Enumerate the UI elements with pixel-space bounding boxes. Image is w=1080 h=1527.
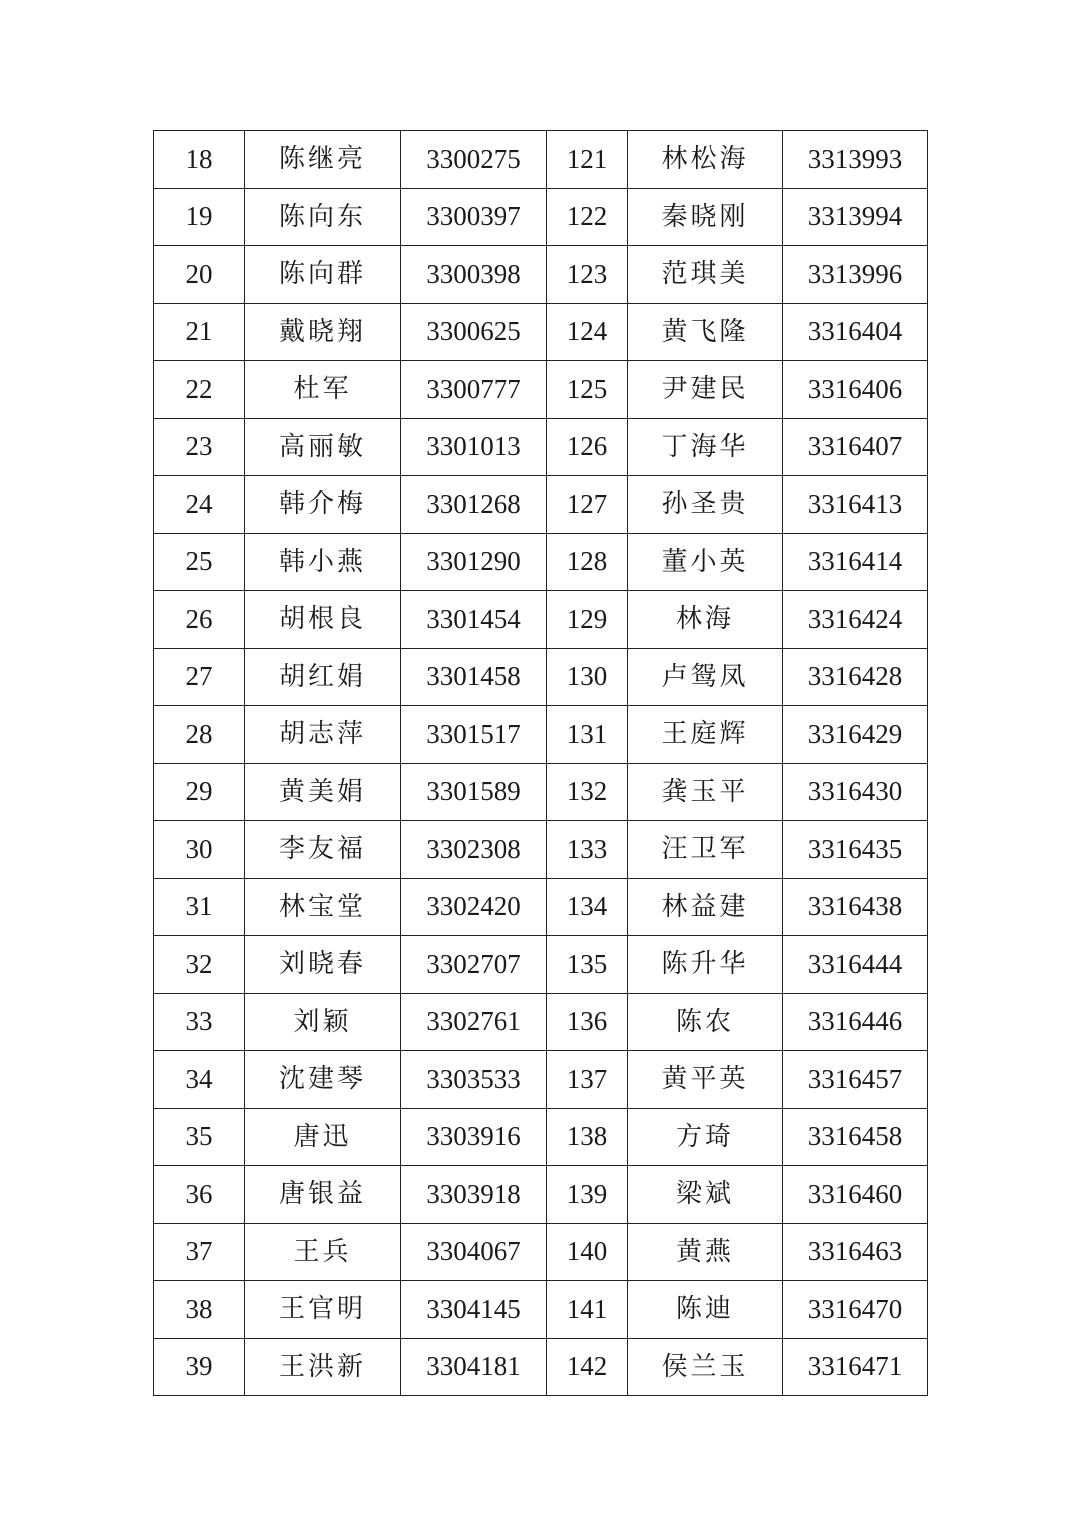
name-right: 方琦 — [628, 1108, 783, 1166]
member-id-right: 3313993 — [783, 131, 928, 189]
serial-number-right: 133 — [547, 821, 628, 879]
name-right: 陈农 — [628, 993, 783, 1051]
name-left: 沈建琴 — [245, 1051, 401, 1109]
table-row — [154, 1281, 928, 1339]
name-left: 韩小燕 — [245, 533, 401, 591]
name-left: 李友福 — [245, 821, 401, 879]
member-id-right: 3316471 — [783, 1338, 928, 1396]
serial-number-right: 122 — [547, 188, 628, 246]
name-left: 韩介梅 — [245, 476, 401, 534]
name-left: 戴晓翔 — [245, 303, 401, 361]
serial-number-left: 33 — [154, 993, 245, 1051]
serial-number-right: 142 — [547, 1338, 628, 1396]
serial-number-right: 138 — [547, 1108, 628, 1166]
member-id-right: 3316444 — [783, 936, 928, 994]
table-row — [154, 533, 928, 591]
member-id-left: 3301458 — [401, 648, 547, 706]
name-right: 林益建 — [628, 878, 783, 936]
table-row — [154, 706, 928, 764]
member-id-right: 3316435 — [783, 821, 928, 879]
name-left: 胡志萍 — [245, 706, 401, 764]
member-id-left: 3304181 — [401, 1338, 547, 1396]
name-left: 胡根良 — [245, 591, 401, 649]
member-id-left: 3300398 — [401, 246, 547, 304]
table-row — [154, 131, 928, 189]
member-id-right: 3316404 — [783, 303, 928, 361]
name-right: 黄平英 — [628, 1051, 783, 1109]
name-right: 秦晓刚 — [628, 188, 783, 246]
member-id-right: 3316460 — [783, 1166, 928, 1224]
serial-number-right: 121 — [547, 131, 628, 189]
name-right: 龚玉平 — [628, 763, 783, 821]
serial-number-left: 32 — [154, 936, 245, 994]
serial-number-left: 27 — [154, 648, 245, 706]
name-left: 刘颖 — [245, 993, 401, 1051]
serial-number-left: 31 — [154, 878, 245, 936]
member-id-left: 3301589 — [401, 763, 547, 821]
serial-number-left: 20 — [154, 246, 245, 304]
serial-number-right: 123 — [547, 246, 628, 304]
serial-number-left: 26 — [154, 591, 245, 649]
serial-number-left: 34 — [154, 1051, 245, 1109]
serial-number-right: 134 — [547, 878, 628, 936]
name-left: 胡红娟 — [245, 648, 401, 706]
table-row — [154, 763, 928, 821]
member-id-left: 3301268 — [401, 476, 547, 534]
table-row — [154, 993, 928, 1051]
name-left: 王兵 — [245, 1223, 401, 1281]
member-id-left: 3300777 — [401, 361, 547, 419]
member-id-left: 3300625 — [401, 303, 547, 361]
serial-number-right: 132 — [547, 763, 628, 821]
serial-number-left: 21 — [154, 303, 245, 361]
member-id-right: 3316446 — [783, 993, 928, 1051]
table-row — [154, 936, 928, 994]
member-id-left: 3301517 — [401, 706, 547, 764]
name-right: 董小英 — [628, 533, 783, 591]
serial-number-right: 139 — [547, 1166, 628, 1224]
name-right: 黄燕 — [628, 1223, 783, 1281]
serial-number-left: 30 — [154, 821, 245, 879]
member-id-left: 3302308 — [401, 821, 547, 879]
name-right: 林松海 — [628, 131, 783, 189]
name-right: 王庭辉 — [628, 706, 783, 764]
member-id-left: 3304145 — [401, 1281, 547, 1339]
serial-number-right: 126 — [547, 418, 628, 476]
table-row — [154, 246, 928, 304]
table-row — [154, 1338, 928, 1396]
table-row — [154, 1166, 928, 1224]
name-left: 唐迅 — [245, 1108, 401, 1166]
roster-sheet — [153, 130, 927, 1396]
member-id-right: 3316406 — [783, 361, 928, 419]
serial-number-left: 18 — [154, 131, 245, 189]
name-left: 王洪新 — [245, 1338, 401, 1396]
table-row — [154, 361, 928, 419]
table-row — [154, 648, 928, 706]
serial-number-left: 39 — [154, 1338, 245, 1396]
name-right: 丁海华 — [628, 418, 783, 476]
name-left: 林宝堂 — [245, 878, 401, 936]
serial-number-right: 128 — [547, 533, 628, 591]
member-id-right: 3316429 — [783, 706, 928, 764]
table-row — [154, 1051, 928, 1109]
table-row — [154, 591, 928, 649]
table-row — [154, 418, 928, 476]
member-id-right: 3316407 — [783, 418, 928, 476]
name-right: 黄飞隆 — [628, 303, 783, 361]
serial-number-left: 22 — [154, 361, 245, 419]
name-left: 黄美娟 — [245, 763, 401, 821]
name-right: 林海 — [628, 591, 783, 649]
name-right: 侯兰玉 — [628, 1338, 783, 1396]
serial-number-right: 125 — [547, 361, 628, 419]
name-right: 梁斌 — [628, 1166, 783, 1224]
member-id-left: 3301290 — [401, 533, 547, 591]
serial-number-left: 29 — [154, 763, 245, 821]
serial-number-right: 140 — [547, 1223, 628, 1281]
serial-number-right: 141 — [547, 1281, 628, 1339]
name-right: 范琪美 — [628, 246, 783, 304]
name-right: 卢鸳凤 — [628, 648, 783, 706]
member-id-left: 3303916 — [401, 1108, 547, 1166]
member-id-right: 3316457 — [783, 1051, 928, 1109]
serial-number-left: 28 — [154, 706, 245, 764]
member-id-right: 3316438 — [783, 878, 928, 936]
serial-number-right: 136 — [547, 993, 628, 1051]
serial-number-right: 137 — [547, 1051, 628, 1109]
member-id-right: 3316430 — [783, 763, 928, 821]
member-id-left: 3304067 — [401, 1223, 547, 1281]
table-row — [154, 878, 928, 936]
serial-number-left: 35 — [154, 1108, 245, 1166]
name-left: 唐银益 — [245, 1166, 401, 1224]
table-row — [154, 821, 928, 879]
serial-number-right: 131 — [547, 706, 628, 764]
name-right: 尹建民 — [628, 361, 783, 419]
name-left: 陈继亮 — [245, 131, 401, 189]
member-id-left: 3301454 — [401, 591, 547, 649]
serial-number-left: 25 — [154, 533, 245, 591]
name-right: 汪卫军 — [628, 821, 783, 879]
member-id-right: 3316470 — [783, 1281, 928, 1339]
serial-number-right: 130 — [547, 648, 628, 706]
serial-number-right: 135 — [547, 936, 628, 994]
name-right: 陈升华 — [628, 936, 783, 994]
serial-number-left: 38 — [154, 1281, 245, 1339]
member-id-left: 3302761 — [401, 993, 547, 1051]
table-row — [154, 476, 928, 534]
name-left: 高丽敏 — [245, 418, 401, 476]
table-row — [154, 188, 928, 246]
roster-table — [153, 130, 928, 1396]
member-id-left: 3303918 — [401, 1166, 547, 1224]
member-id-right: 3316414 — [783, 533, 928, 591]
roster-table-body — [154, 131, 928, 1396]
member-id-right: 3316428 — [783, 648, 928, 706]
table-row — [154, 1223, 928, 1281]
member-id-left: 3303533 — [401, 1051, 547, 1109]
serial-number-left: 36 — [154, 1166, 245, 1224]
serial-number-right: 127 — [547, 476, 628, 534]
member-id-left: 3301013 — [401, 418, 547, 476]
serial-number-left: 19 — [154, 188, 245, 246]
serial-number-left: 23 — [154, 418, 245, 476]
serial-number-right: 129 — [547, 591, 628, 649]
name-left: 刘晓春 — [245, 936, 401, 994]
name-left: 陈向东 — [245, 188, 401, 246]
member-id-left: 3300275 — [401, 131, 547, 189]
serial-number-left: 37 — [154, 1223, 245, 1281]
name-left: 陈向群 — [245, 246, 401, 304]
member-id-left: 3302420 — [401, 878, 547, 936]
member-id-right: 3316413 — [783, 476, 928, 534]
member-id-right: 3316424 — [783, 591, 928, 649]
name-right: 陈迪 — [628, 1281, 783, 1339]
member-id-left: 3302707 — [401, 936, 547, 994]
member-id-right: 3316463 — [783, 1223, 928, 1281]
serial-number-left: 24 — [154, 476, 245, 534]
serial-number-right: 124 — [547, 303, 628, 361]
table-row — [154, 1108, 928, 1166]
member-id-right: 3316458 — [783, 1108, 928, 1166]
name-left: 王官明 — [245, 1281, 401, 1339]
member-id-right: 3313996 — [783, 246, 928, 304]
name-left: 杜军 — [245, 361, 401, 419]
name-right: 孙圣贵 — [628, 476, 783, 534]
table-row — [154, 303, 928, 361]
member-id-right: 3313994 — [783, 188, 928, 246]
member-id-left: 3300397 — [401, 188, 547, 246]
